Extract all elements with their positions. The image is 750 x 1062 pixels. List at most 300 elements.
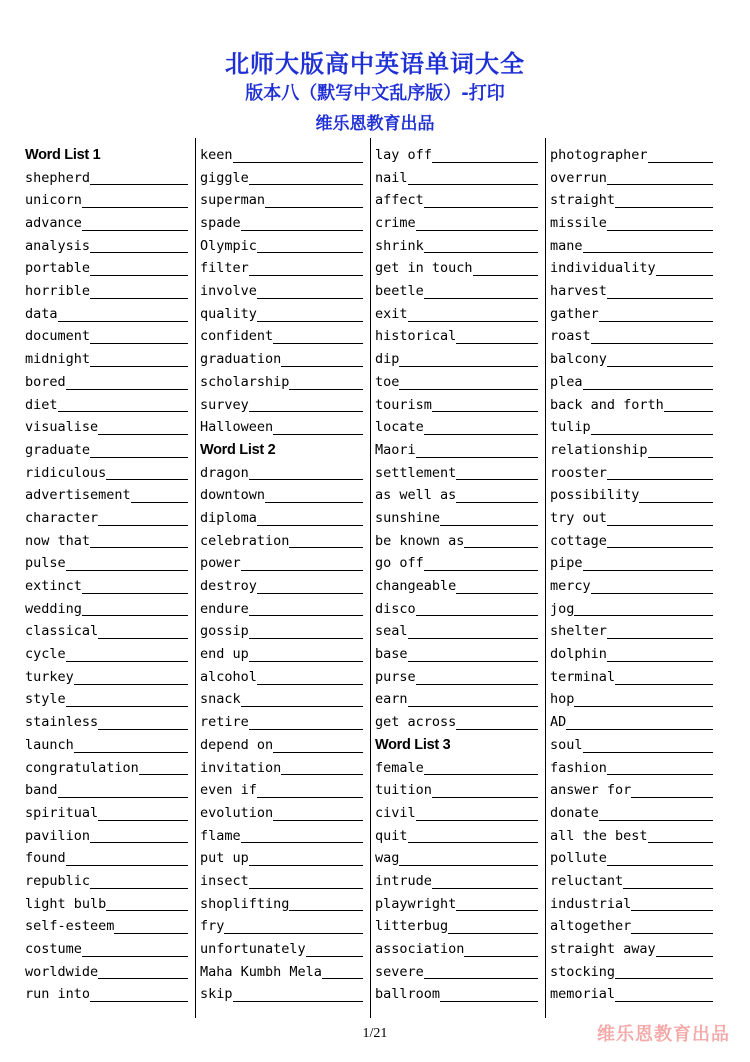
word-row	[545, 757, 719, 780]
answer-blank	[607, 864, 713, 866]
word-row	[195, 484, 369, 507]
word-row	[195, 734, 369, 757]
answer-blank	[249, 274, 363, 276]
vocab-word: destroy	[200, 578, 257, 595]
vocab-word: horrible	[25, 283, 91, 300]
word-row	[370, 552, 544, 575]
word-row	[370, 915, 544, 938]
vocab-word: dip	[375, 351, 400, 368]
vocab-word: beetle	[375, 283, 424, 300]
vocab-word: relationship	[550, 441, 648, 458]
word-row	[20, 915, 194, 938]
answer-blank	[289, 546, 363, 548]
vocab-word: bored	[25, 373, 66, 390]
word-row	[370, 530, 544, 553]
vocab-word: go off	[375, 555, 424, 572]
vocab-word: balcony	[550, 351, 607, 368]
word-column-1	[20, 144, 194, 1006]
word-row	[370, 689, 544, 712]
word-row	[545, 439, 719, 462]
answer-blank	[233, 1000, 363, 1002]
word-row	[370, 620, 544, 643]
vocab-word: classical	[25, 623, 99, 640]
vocab-word: base	[375, 646, 408, 663]
word-row	[545, 257, 719, 280]
answer-blank	[289, 388, 363, 390]
vocab-word: scholarship	[200, 373, 290, 390]
answer-blank	[233, 161, 363, 163]
vocab-word: shrink	[375, 237, 424, 254]
vocab-word: spiritual	[25, 804, 99, 821]
word-row	[20, 280, 194, 303]
answer-blank	[273, 819, 363, 821]
page-title: 北师大版高中英语单词大全	[225, 50, 525, 78]
word-row	[545, 870, 719, 893]
word-row	[370, 643, 544, 666]
vocab-word: skip	[200, 986, 233, 1003]
answer-blank	[257, 796, 363, 798]
answer-blank	[74, 683, 188, 685]
answer-blank	[583, 251, 713, 253]
answer-blank	[265, 206, 363, 208]
vocab-word: civil	[375, 804, 416, 821]
vocab-word: quality	[200, 305, 257, 322]
vocab-word: toe	[375, 373, 400, 390]
vocab-word: historical	[375, 328, 457, 345]
vocab-word: severe	[375, 963, 424, 980]
vocab-word: gather	[550, 305, 599, 322]
answer-blank	[82, 592, 188, 594]
answer-blank	[106, 909, 188, 911]
answer-blank	[615, 977, 713, 979]
word-list-columns	[20, 144, 730, 1014]
word-row	[545, 983, 719, 1006]
answer-blank	[656, 955, 713, 957]
vocab-word: try out	[550, 509, 607, 526]
answer-blank	[416, 456, 538, 458]
answer-blank	[464, 546, 538, 548]
word-row	[20, 439, 194, 462]
answer-blank	[66, 864, 188, 866]
vocab-word: changeable	[375, 578, 457, 595]
vocab-word: shepherd	[25, 169, 91, 186]
answer-blank	[408, 320, 538, 322]
word-row	[545, 666, 719, 689]
answer-blank	[583, 388, 713, 390]
word-row	[545, 938, 719, 961]
vocab-word: possibility	[550, 487, 640, 504]
answer-blank	[90, 274, 188, 276]
answer-blank	[408, 637, 538, 639]
vocab-word: pavilion	[25, 827, 91, 844]
word-row	[20, 530, 194, 553]
vocab-word: straight away	[550, 941, 656, 958]
answer-blank	[574, 705, 713, 707]
word-row	[20, 575, 194, 598]
vocab-word: filter	[200, 260, 249, 277]
vocab-word: midnight	[25, 351, 91, 368]
word-row	[370, 847, 544, 870]
word-row	[370, 779, 544, 802]
word-row	[545, 598, 719, 621]
word-row	[195, 757, 369, 780]
answer-blank	[249, 887, 363, 889]
word-row	[545, 280, 719, 303]
answer-blank	[257, 683, 363, 685]
word-row	[370, 462, 544, 485]
answer-blank	[224, 932, 363, 934]
vocab-word: ridiculous	[25, 464, 107, 481]
word-row	[195, 326, 369, 349]
word-row	[20, 507, 194, 530]
answer-blank	[408, 841, 538, 843]
word-row	[20, 348, 194, 371]
answer-blank	[66, 705, 188, 707]
word-row	[545, 825, 719, 848]
vocab-word: wedding	[25, 600, 82, 617]
vocab-word: gossip	[200, 623, 249, 640]
word-row	[545, 394, 719, 417]
answer-blank	[408, 660, 538, 662]
vocab-word: pipe	[550, 555, 583, 572]
answer-blank	[464, 955, 538, 957]
answer-blank	[623, 887, 713, 889]
vocab-word: run into	[25, 986, 91, 1003]
vocab-word: evolution	[200, 804, 274, 821]
vocab-word: spade	[200, 215, 241, 232]
word-row	[195, 643, 369, 666]
vocab-word: style	[25, 691, 66, 708]
word-row	[195, 144, 369, 167]
word-list-heading-row	[370, 734, 544, 757]
answer-blank	[98, 433, 188, 435]
word-row	[370, 439, 544, 462]
word-row	[20, 643, 194, 666]
vocab-word: plea	[550, 373, 583, 390]
vocab-word: analysis	[25, 237, 91, 254]
answer-blank	[607, 297, 713, 299]
answer-blank	[615, 1000, 713, 1002]
vocab-word: nail	[375, 169, 408, 186]
word-row	[545, 303, 719, 326]
word-row	[195, 711, 369, 734]
word-row	[195, 189, 369, 212]
vocab-word: retire	[200, 714, 249, 731]
word-row	[545, 348, 719, 371]
vocab-word: playwright	[375, 895, 457, 912]
vocab-word: Olympic	[200, 237, 257, 254]
vocab-word: rooster	[550, 464, 607, 481]
word-row	[370, 598, 544, 621]
word-row	[20, 847, 194, 870]
word-row	[370, 371, 544, 394]
answer-blank	[249, 614, 363, 616]
vocab-word: insect	[200, 872, 249, 889]
vocab-word: wag	[375, 850, 400, 867]
word-row	[20, 961, 194, 984]
word-row	[195, 348, 369, 371]
vocab-word: invitation	[200, 759, 282, 776]
answer-blank	[591, 342, 713, 344]
answer-blank	[257, 297, 363, 299]
vocab-word: unfortunately	[200, 941, 306, 958]
word-row	[20, 666, 194, 689]
answer-blank	[607, 637, 713, 639]
word-row	[195, 575, 369, 598]
word-row	[545, 689, 719, 712]
answer-blank	[131, 501, 188, 503]
vocab-word: superman	[200, 192, 266, 209]
answer-blank	[90, 342, 188, 344]
vocab-word: shelter	[550, 623, 607, 640]
vocab-word: shoplifting	[200, 895, 290, 912]
vocab-word: put up	[200, 850, 249, 867]
answer-blank	[591, 592, 713, 594]
vocab-word: seal	[375, 623, 408, 640]
word-row	[545, 734, 719, 757]
vocab-word: soul	[550, 736, 583, 753]
answer-blank	[241, 569, 363, 571]
watermark: 维乐恩教育出品	[597, 1024, 730, 1045]
word-row	[545, 552, 719, 575]
answer-blank	[98, 728, 188, 730]
word-row	[20, 870, 194, 893]
word-row	[370, 484, 544, 507]
answer-blank	[583, 569, 713, 571]
answer-blank	[416, 683, 538, 685]
word-row	[20, 326, 194, 349]
vocab-word: congratulation	[25, 759, 139, 776]
word-row	[195, 870, 369, 893]
answer-blank	[615, 683, 713, 685]
vocab-word: cycle	[25, 646, 66, 663]
vocab-word: litterbug	[375, 918, 449, 935]
vocab-word: reluctant	[550, 872, 624, 889]
word-row	[545, 530, 719, 553]
word-row	[545, 189, 719, 212]
answer-blank	[257, 251, 363, 253]
answer-blank	[273, 342, 363, 344]
vocab-word: disco	[375, 600, 416, 617]
word-row	[195, 802, 369, 825]
answer-blank	[432, 887, 538, 889]
word-row	[370, 326, 544, 349]
vocab-word: get across	[375, 714, 457, 731]
word-row	[20, 620, 194, 643]
answer-blank	[82, 229, 188, 231]
answer-blank	[58, 320, 188, 322]
vocab-word: diploma	[200, 509, 257, 526]
word-row	[545, 371, 719, 394]
word-row	[195, 552, 369, 575]
word-row	[20, 983, 194, 1006]
vocab-word: lay off	[375, 146, 432, 163]
word-row	[20, 484, 194, 507]
answer-blank	[424, 206, 538, 208]
answer-blank	[273, 751, 363, 753]
answer-blank	[656, 274, 713, 276]
word-row	[545, 643, 719, 666]
word-row	[370, 212, 544, 235]
answer-blank	[664, 410, 713, 412]
answer-blank	[456, 728, 538, 730]
vocab-word: settlement	[375, 464, 457, 481]
word-row	[195, 530, 369, 553]
word-row	[195, 598, 369, 621]
vocab-word: sunshine	[375, 509, 441, 526]
vocab-word: back and forth	[550, 396, 664, 413]
answer-blank	[322, 977, 363, 979]
word-column-4	[545, 144, 719, 1006]
answer-blank	[58, 796, 188, 798]
vocab-word: all the best	[550, 827, 648, 844]
vocab-word: as well as	[375, 487, 457, 504]
answer-blank	[583, 751, 713, 753]
answer-blank	[648, 161, 713, 163]
word-row	[195, 507, 369, 530]
word-row	[370, 893, 544, 916]
answer-blank	[424, 977, 538, 979]
answer-blank	[424, 569, 538, 571]
vocab-word: celebration	[200, 532, 290, 549]
answer-blank	[607, 773, 713, 775]
word-row	[545, 144, 719, 167]
answer-blank	[416, 229, 538, 231]
answer-blank	[473, 274, 538, 276]
word-row	[545, 847, 719, 870]
word-row	[545, 575, 719, 598]
word-row	[195, 235, 369, 258]
word-row	[370, 870, 544, 893]
vocab-word: unicorn	[25, 192, 82, 209]
word-row	[195, 779, 369, 802]
answer-blank	[106, 478, 188, 480]
answer-blank	[424, 773, 538, 775]
word-list-heading: Word List 1	[25, 146, 101, 163]
page-subtitle: 版本八（默写中文乱序版）-打印	[245, 83, 505, 104]
word-row	[370, 802, 544, 825]
answer-blank	[66, 660, 188, 662]
vocab-word: pollute	[550, 850, 607, 867]
vocab-word: snack	[200, 691, 241, 708]
word-row	[20, 711, 194, 734]
vocab-word: terminal	[550, 668, 616, 685]
answer-blank	[281, 773, 363, 775]
word-row	[195, 280, 369, 303]
vocab-word: document	[25, 328, 91, 345]
vocab-word: female	[375, 759, 424, 776]
word-row	[545, 416, 719, 439]
vocab-word: hop	[550, 691, 575, 708]
answer-blank	[456, 478, 538, 480]
answer-blank	[424, 251, 538, 253]
vocab-word: altogether	[550, 918, 632, 935]
answer-blank	[416, 614, 538, 616]
answer-blank	[424, 433, 538, 435]
word-row	[20, 462, 194, 485]
vocab-word: involve	[200, 283, 257, 300]
answer-blank	[432, 161, 538, 163]
answer-blank	[74, 751, 188, 753]
answer-blank	[574, 614, 713, 616]
answer-blank	[82, 614, 188, 616]
vocab-word: Halloween	[200, 419, 274, 436]
vocab-word: even if	[200, 782, 257, 799]
word-row	[545, 893, 719, 916]
word-row	[370, 938, 544, 961]
answer-blank	[114, 932, 188, 934]
vocab-word: advance	[25, 215, 82, 232]
answer-blank	[249, 728, 363, 730]
vocab-word: keen	[200, 146, 233, 163]
answer-blank	[566, 728, 713, 730]
vocab-word: straight	[550, 192, 616, 209]
answer-blank	[639, 501, 713, 503]
word-row	[370, 666, 544, 689]
answer-blank	[631, 909, 713, 911]
answer-blank	[631, 796, 713, 798]
vocab-word: advertisement	[25, 487, 131, 504]
answer-blank	[249, 864, 363, 866]
vocab-word: Maha Kumbh Mela	[200, 963, 322, 980]
answer-blank	[249, 183, 363, 185]
answer-blank	[98, 977, 188, 979]
answer-blank	[591, 433, 713, 435]
word-row	[195, 620, 369, 643]
answer-blank	[399, 388, 538, 390]
vocab-word: power	[200, 555, 241, 572]
vocab-word: tourism	[375, 396, 432, 413]
answer-blank	[249, 660, 363, 662]
vocab-word: worldwide	[25, 963, 99, 980]
answer-blank	[249, 410, 363, 412]
answer-blank	[90, 546, 188, 548]
vocab-word: survey	[200, 396, 249, 413]
word-row	[20, 416, 194, 439]
answer-blank	[58, 410, 188, 412]
word-list-heading-row	[20, 144, 194, 167]
vocab-word: character	[25, 509, 99, 526]
vocab-word: harvest	[550, 283, 607, 300]
vocab-word: purse	[375, 668, 416, 685]
word-row	[370, 711, 544, 734]
publisher-line: 维乐恩教育出品	[315, 114, 435, 134]
word-row	[195, 303, 369, 326]
vocab-word: tulip	[550, 419, 591, 436]
word-row	[20, 802, 194, 825]
word-row	[370, 757, 544, 780]
answer-blank	[440, 1000, 538, 1002]
answer-blank	[607, 524, 713, 526]
word-row	[20, 303, 194, 326]
vocab-word: crime	[375, 215, 416, 232]
answer-blank	[139, 773, 188, 775]
answer-blank	[424, 297, 538, 299]
vocab-word: ballroom	[375, 986, 441, 1003]
answer-blank	[249, 637, 363, 639]
vocab-word: endure	[200, 600, 249, 617]
answer-blank	[456, 342, 538, 344]
answer-blank	[399, 864, 538, 866]
answer-blank	[289, 909, 363, 911]
answer-blank	[90, 841, 188, 843]
word-row	[545, 779, 719, 802]
vocab-word: self-esteem	[25, 918, 115, 935]
word-row	[20, 938, 194, 961]
vocab-word: mane	[550, 237, 583, 254]
word-row	[545, 167, 719, 190]
vocab-word: republic	[25, 872, 91, 889]
